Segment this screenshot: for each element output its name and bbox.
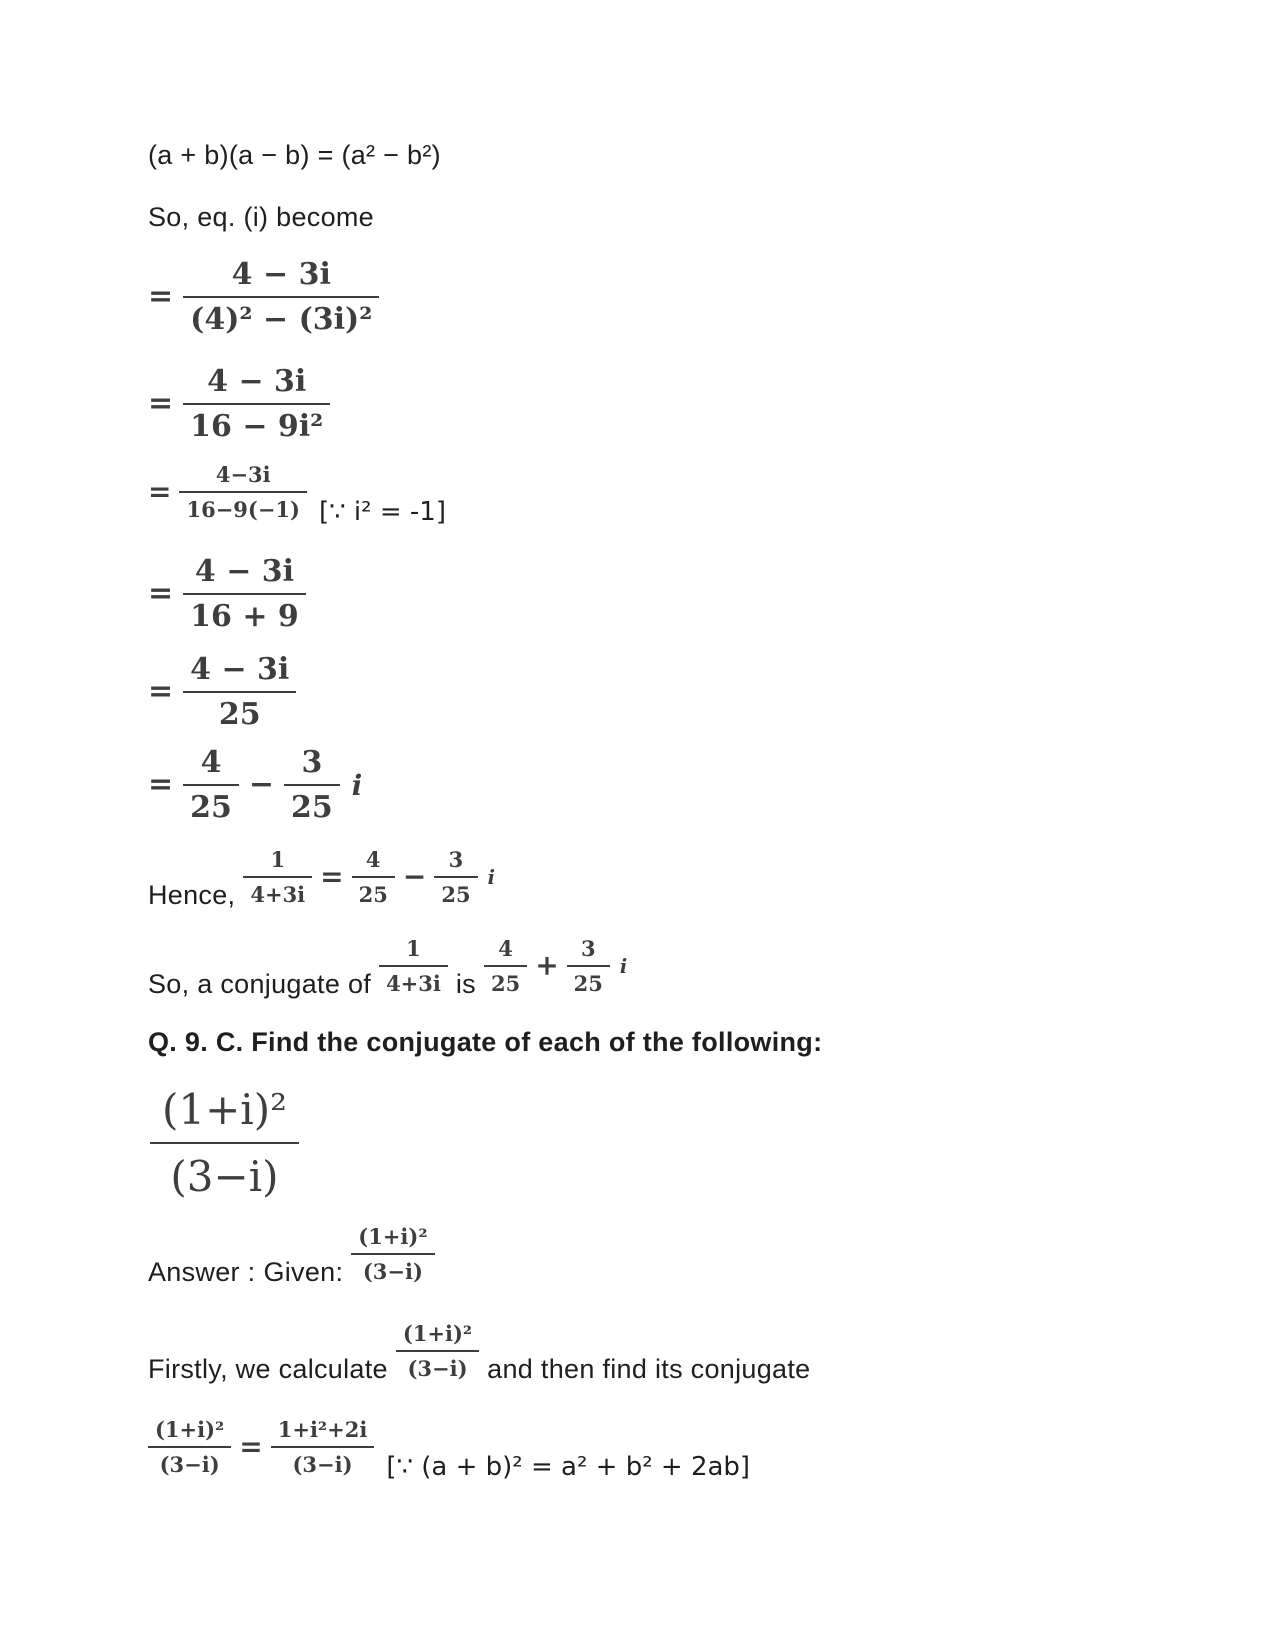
fraction	[183, 364, 330, 444]
equals-sign: =	[148, 576, 174, 611]
fraction	[183, 554, 306, 634]
answer-line	[148, 1224, 435, 1287]
fraction-numerator: (1+i)²	[162, 1085, 287, 1134]
minus-sign: −	[248, 767, 275, 802]
conjugate-line	[148, 936, 628, 999]
minus-sign: −	[402, 860, 427, 893]
intro-line: So, eq. (i) become	[148, 202, 375, 232]
equation-result	[148, 745, 362, 825]
fraction-numerator: (1+i)²	[155, 1417, 225, 1442]
equals-sign: =	[239, 1430, 263, 1463]
answer-label: Answer :	[148, 1257, 256, 1287]
fraction-denominator: 25	[567, 965, 610, 996]
identity-note: [∵ i² = -1]	[318, 497, 446, 527]
given-expression	[150, 1085, 299, 1201]
hence-label: Hence,	[148, 880, 236, 910]
fraction-numerator: 1	[270, 847, 286, 872]
fraction-denominator: 16−9(−1)	[179, 491, 307, 522]
fraction	[567, 936, 610, 996]
fraction-denominator: 25	[284, 784, 340, 825]
fraction-denominator: 25	[434, 876, 477, 907]
given-label: Given:	[263, 1257, 344, 1287]
fraction	[434, 847, 477, 907]
fraction-numerator: (1+i)²	[358, 1224, 428, 1249]
identity-note: [∵ (a + b)² = a² + b² + 2ab]	[386, 1452, 751, 1482]
fraction	[396, 1321, 479, 1381]
firstly-post-label: and then find its conjugate	[487, 1354, 811, 1384]
equation-step-3	[148, 462, 446, 527]
equals-sign: =	[148, 767, 174, 802]
fraction-numerator: 4	[365, 847, 381, 872]
fraction	[150, 1085, 299, 1201]
fraction	[351, 1224, 434, 1284]
fraction	[183, 257, 379, 337]
equals-sign: =	[148, 475, 172, 508]
equation-step-2	[148, 364, 330, 444]
fraction	[484, 936, 527, 996]
hence-line	[148, 847, 495, 910]
equals-sign: =	[148, 674, 174, 709]
fraction-numerator: 4 − 3i	[231, 257, 331, 292]
fraction-denominator: (3−i)	[351, 1253, 434, 1284]
fraction-denominator: (3−i)	[396, 1350, 479, 1381]
equals-sign: =	[148, 279, 174, 314]
fraction-numerator: 3	[448, 847, 464, 872]
fraction-denominator: 25	[352, 876, 395, 907]
fraction-numerator: (1+i)²	[402, 1321, 473, 1346]
imaginary-unit: i	[487, 865, 495, 889]
fraction-numerator: 4	[200, 745, 222, 780]
final-equation	[148, 1417, 751, 1482]
equation-step-5	[148, 652, 296, 732]
equation-step-1	[148, 257, 379, 337]
identity-formula: (a + b)(a − b) = (a² − b²)	[148, 140, 441, 170]
fraction-denominator: 4+3i	[379, 965, 448, 996]
fraction	[148, 1417, 231, 1477]
fraction	[243, 847, 312, 907]
fraction-denominator: 25	[484, 965, 527, 996]
fraction	[379, 936, 448, 996]
equation-step-4	[148, 554, 306, 634]
fraction	[183, 745, 239, 825]
is-label: is	[455, 969, 476, 999]
fraction-numerator: 4 − 3i	[194, 554, 295, 589]
fraction-denominator: (3−i)	[150, 1142, 299, 1201]
fraction-numerator: 3	[301, 745, 323, 780]
fraction	[271, 1417, 375, 1477]
fraction-numerator: 4 − 3i	[207, 364, 307, 399]
equals-sign: =	[148, 386, 174, 421]
fraction	[284, 745, 340, 825]
fraction	[352, 847, 395, 907]
fraction-denominator: 25	[183, 784, 239, 825]
fraction-numerator: 1	[406, 936, 421, 961]
question-heading: Q. 9. C. Find the conjugate of each of the following:	[148, 1027, 823, 1057]
fraction-numerator: 4	[498, 936, 513, 961]
fraction-denominator: (3−i)	[148, 1446, 231, 1477]
fraction	[183, 652, 296, 732]
firstly-line	[148, 1321, 811, 1384]
imaginary-unit: i	[351, 768, 363, 802]
fraction-denominator: 4+3i	[243, 876, 312, 907]
fraction-numerator: 1+i²+2i	[277, 1417, 368, 1442]
fraction-numerator: 4−3i	[215, 462, 271, 487]
conjugate-label: So, a conjugate of	[148, 969, 372, 999]
fraction-denominator: 25	[183, 691, 296, 732]
fraction-denominator: (4)² − (3i)²	[183, 296, 379, 337]
fraction-denominator: 16 + 9	[183, 593, 306, 634]
fraction-numerator: 4 − 3i	[190, 652, 290, 687]
fraction-denominator: 16 − 9i²	[183, 403, 330, 444]
imaginary-unit: i	[619, 954, 628, 978]
plus-sign: +	[535, 949, 559, 982]
equals-sign: =	[320, 860, 344, 893]
fraction-numerator: 3	[580, 936, 596, 961]
fraction	[179, 462, 307, 522]
fraction-denominator: (3−i)	[271, 1446, 375, 1477]
firstly-pre-label: Firstly, we calculate	[148, 1354, 388, 1384]
